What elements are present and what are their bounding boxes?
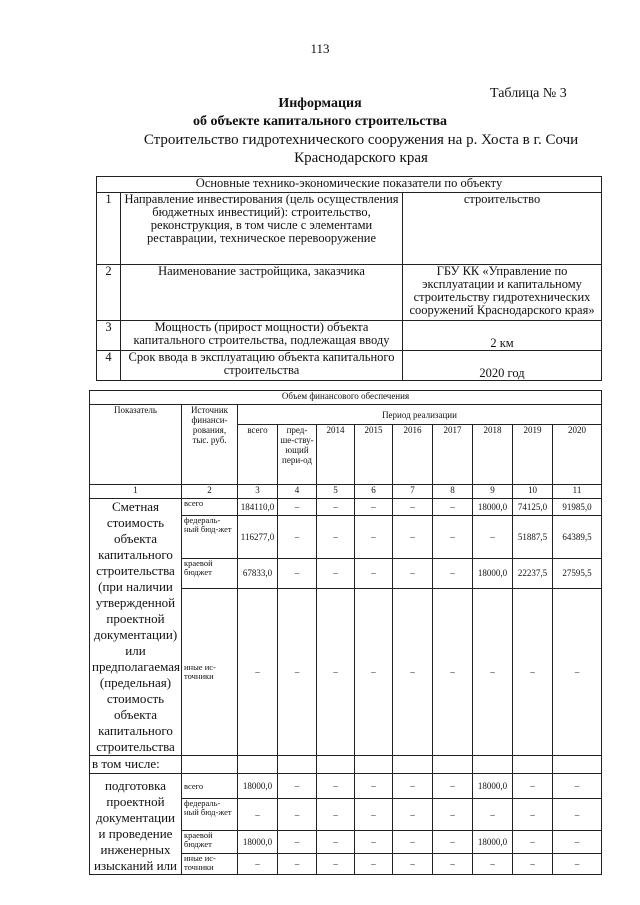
value-cell: 64389,5 xyxy=(553,516,602,558)
value-cell: – xyxy=(513,799,553,831)
value-cell: – xyxy=(393,853,433,874)
estimated-cost-label: Сметная стоимость объекта капитального строительства (при наличии утвержденной проектной документации) или предполагаемая (предельная) стоимость объекта капитального строительства xyxy=(90,499,182,756)
page-number: 113 xyxy=(310,41,330,56)
value-cell: 18000,0 xyxy=(473,499,513,516)
year-header: 2019 xyxy=(513,425,553,485)
value-cell: – xyxy=(473,799,513,831)
title-line-1: Информация xyxy=(278,96,362,111)
source-label: всего xyxy=(182,499,238,516)
year-header: 2015 xyxy=(355,425,393,485)
value-cell: – xyxy=(278,774,317,799)
value-cell: – xyxy=(393,516,433,558)
title-line-2: об объекте капитального строительства xyxy=(192,114,448,129)
value-cell: – xyxy=(393,774,433,799)
col-number: 3 xyxy=(238,485,278,499)
source-label: иные ис-точники xyxy=(182,853,238,874)
year-header: 2020 xyxy=(553,425,602,485)
value-cell: – xyxy=(553,774,602,799)
indicators-table xyxy=(96,176,602,381)
col-number: 7 xyxy=(393,485,433,499)
year-header: 2017 xyxy=(433,425,473,485)
indicator-value: строительство xyxy=(403,193,602,265)
value-cell: – xyxy=(355,499,393,516)
value-cell: 91985,0 xyxy=(553,499,602,516)
indicator-name: Направление инвестирования (цель осуществления бюджетных инвестиций): строительство, реконструкция, в том числе с элементами реставрации, техническое перевооружение xyxy=(121,193,403,265)
value-cell: 74125,0 xyxy=(513,499,553,516)
value-cell: – xyxy=(278,558,317,588)
value-cell: 18000,0 xyxy=(238,830,278,853)
value-cell: – xyxy=(473,853,513,874)
value-cell: – xyxy=(355,799,393,831)
value-cell: – xyxy=(278,830,317,853)
year-header: 2016 xyxy=(393,425,433,485)
col-number: 5 xyxy=(317,485,355,499)
value-cell: 67833,0 xyxy=(238,558,278,588)
value-cell: – xyxy=(473,516,513,558)
value-cell: – xyxy=(393,588,433,755)
value-cell: – xyxy=(317,774,355,799)
source-label: всего xyxy=(182,774,238,799)
value-cell: – xyxy=(433,774,473,799)
value-cell: 184110,0 xyxy=(238,499,278,516)
subtitle-line-2: Краснодарского края xyxy=(294,150,428,166)
value-cell: – xyxy=(433,853,473,874)
col-number: 2 xyxy=(182,485,238,499)
value-cell: – xyxy=(278,799,317,831)
source-label: краевой бюджет xyxy=(182,830,238,853)
value-cell: – xyxy=(433,799,473,831)
value-cell: – xyxy=(355,830,393,853)
value-cell: – xyxy=(553,830,602,853)
value-cell: 18000,0 xyxy=(473,830,513,853)
value-cell: – xyxy=(317,799,355,831)
value-cell: – xyxy=(238,853,278,874)
value-cell: – xyxy=(393,799,433,831)
source-label: краевой бюджет xyxy=(182,558,238,588)
value-cell: – xyxy=(513,774,553,799)
col-number: 9 xyxy=(473,485,513,499)
col-period: Период реализации xyxy=(238,405,602,425)
indicator-value: ГБУ КК «Управление по эксплуатации и капитальному строительству гидротехнических сооружений Краснодарского края» xyxy=(403,265,602,321)
table-number: Таблица № 3 xyxy=(490,86,567,101)
value-cell: 22237,5 xyxy=(513,558,553,588)
value-cell: 18000,0 xyxy=(238,774,278,799)
value-cell: – xyxy=(355,774,393,799)
col-number: 8 xyxy=(433,485,473,499)
value-cell: – xyxy=(355,516,393,558)
source-label: федераль-ный бюд-жет xyxy=(182,799,238,831)
col-number: 1 xyxy=(90,485,182,499)
value-cell: – xyxy=(553,853,602,874)
value-cell: – xyxy=(317,558,355,588)
value-cell: – xyxy=(473,588,513,755)
value-cell: – xyxy=(278,853,317,874)
subtitle-line-1: Строительство гидротехнического сооружения на р. Хоста в г. Сочи xyxy=(143,132,579,148)
value-cell: – xyxy=(278,516,317,558)
value-cell: – xyxy=(513,830,553,853)
indicator-name: Срок ввода в эксплуатацию объекта капитального строительства xyxy=(121,351,403,381)
row-number: 3 xyxy=(97,321,121,351)
value-cell: 18000,0 xyxy=(473,558,513,588)
col-number: 11 xyxy=(553,485,602,499)
value-cell: – xyxy=(355,558,393,588)
indicator-value: 2 км xyxy=(403,321,602,351)
value-cell: – xyxy=(433,516,473,558)
value-cell: – xyxy=(238,588,278,755)
source-label: иные ис-точники xyxy=(182,588,238,755)
value-cell: – xyxy=(393,499,433,516)
value-cell: – xyxy=(553,799,602,831)
value-cell: – xyxy=(393,830,433,853)
col-previous-period: пред-ше-ству-ющий пери-од xyxy=(278,425,317,485)
col-number: 10 xyxy=(513,485,553,499)
indicator-name: Наименование застройщика, заказчика xyxy=(121,265,403,321)
value-cell: – xyxy=(355,853,393,874)
finance-header: Объем финансового обеспечения xyxy=(90,391,602,405)
value-cell: – xyxy=(238,799,278,831)
value-cell: 18000,0 xyxy=(473,774,513,799)
in-that-number-label: в том числе: xyxy=(90,756,182,774)
indicator-name: Мощность (прирост мощности) объекта капитального строительства, подлежащая вводу xyxy=(121,321,403,351)
finance-table xyxy=(89,390,602,875)
value-cell: – xyxy=(355,588,393,755)
row-number: 1 xyxy=(97,193,121,265)
value-cell: – xyxy=(433,588,473,755)
col-number: 4 xyxy=(278,485,317,499)
col-total: всего xyxy=(238,425,278,485)
value-cell: – xyxy=(513,588,553,755)
value-cell: – xyxy=(317,830,355,853)
value-cell: – xyxy=(317,588,355,755)
value-cell: – xyxy=(513,853,553,874)
value-cell: – xyxy=(278,499,317,516)
col-indicator: Показатель xyxy=(90,405,182,485)
design-work-label: подготовка проектной документации и проведение инженерных изысканий или xyxy=(90,774,182,875)
year-header: 2014 xyxy=(317,425,355,485)
value-cell: 116277,0 xyxy=(238,516,278,558)
value-cell: – xyxy=(433,499,473,516)
value-cell: – xyxy=(278,588,317,755)
value-cell: – xyxy=(317,516,355,558)
value-cell: – xyxy=(433,558,473,588)
value-cell: – xyxy=(393,558,433,588)
value-cell: – xyxy=(553,588,602,755)
value-cell: – xyxy=(317,499,355,516)
col-number: 6 xyxy=(355,485,393,499)
source-label: федераль-ный бюд-жет xyxy=(182,516,238,558)
value-cell: – xyxy=(433,830,473,853)
indicator-value: 2020 год xyxy=(403,351,602,381)
indicators-header: Основные технико-экономические показатели по объекту xyxy=(97,177,602,193)
col-source: Источник финанси-рования, тыс. руб. xyxy=(182,405,238,485)
year-header: 2018 xyxy=(473,425,513,485)
row-number: 2 xyxy=(97,265,121,321)
value-cell: – xyxy=(317,853,355,874)
value-cell: 51887,5 xyxy=(513,516,553,558)
value-cell: 27595,5 xyxy=(553,558,602,588)
row-number: 4 xyxy=(97,351,121,381)
